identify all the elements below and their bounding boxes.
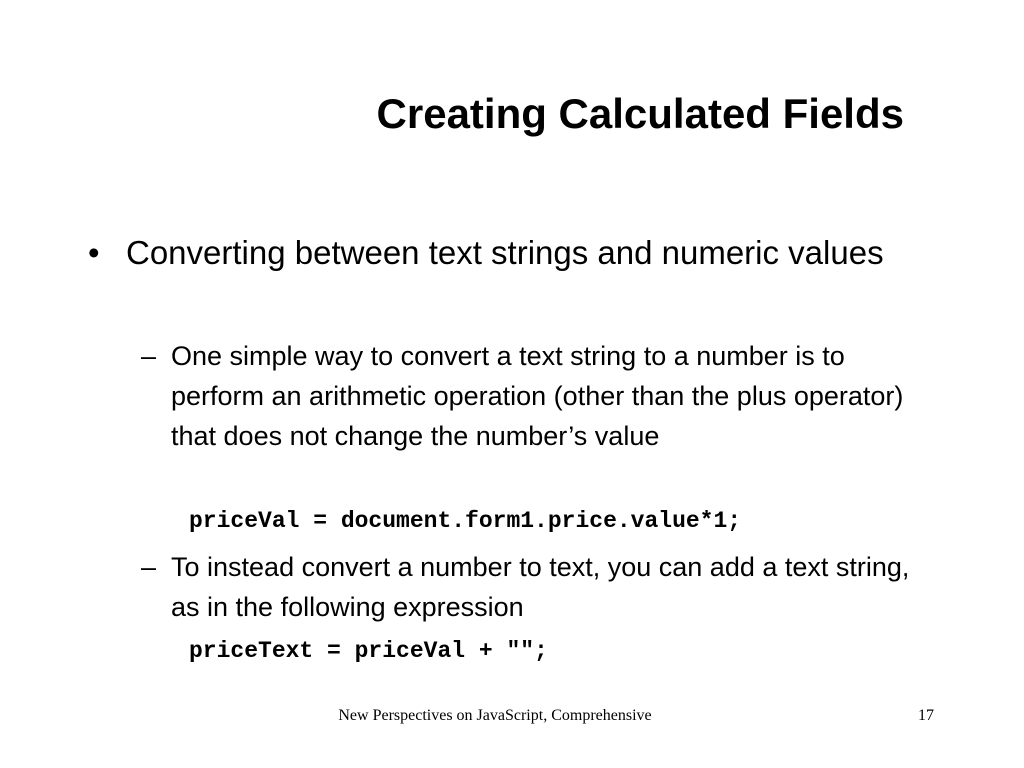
code-snippet: priceText = priceVal + ""; xyxy=(189,638,548,664)
subpoint-marker: – xyxy=(141,552,157,582)
footer-title: New Perspectives on JavaScript, Comprehensive xyxy=(338,707,652,724)
page-number: 17 xyxy=(918,707,934,724)
subpoint-text: One simple way to convert a text string to a number is to perform an arithmetic operation (other than the plus operator) that does not change the number’s value xyxy=(171,341,904,451)
subpoint-marker: – xyxy=(141,341,157,371)
bullet-marker: • xyxy=(88,234,100,271)
slide-title: Creating Calculated Fields xyxy=(376,90,904,137)
code-snippet: priceVal = document.form1.price.value*1; xyxy=(189,508,742,534)
bullet-text: Converting between text strings and numeric values xyxy=(126,234,884,271)
subpoint-text: To instead convert a number to text, you can add a text string, as in the following expression xyxy=(171,552,910,622)
